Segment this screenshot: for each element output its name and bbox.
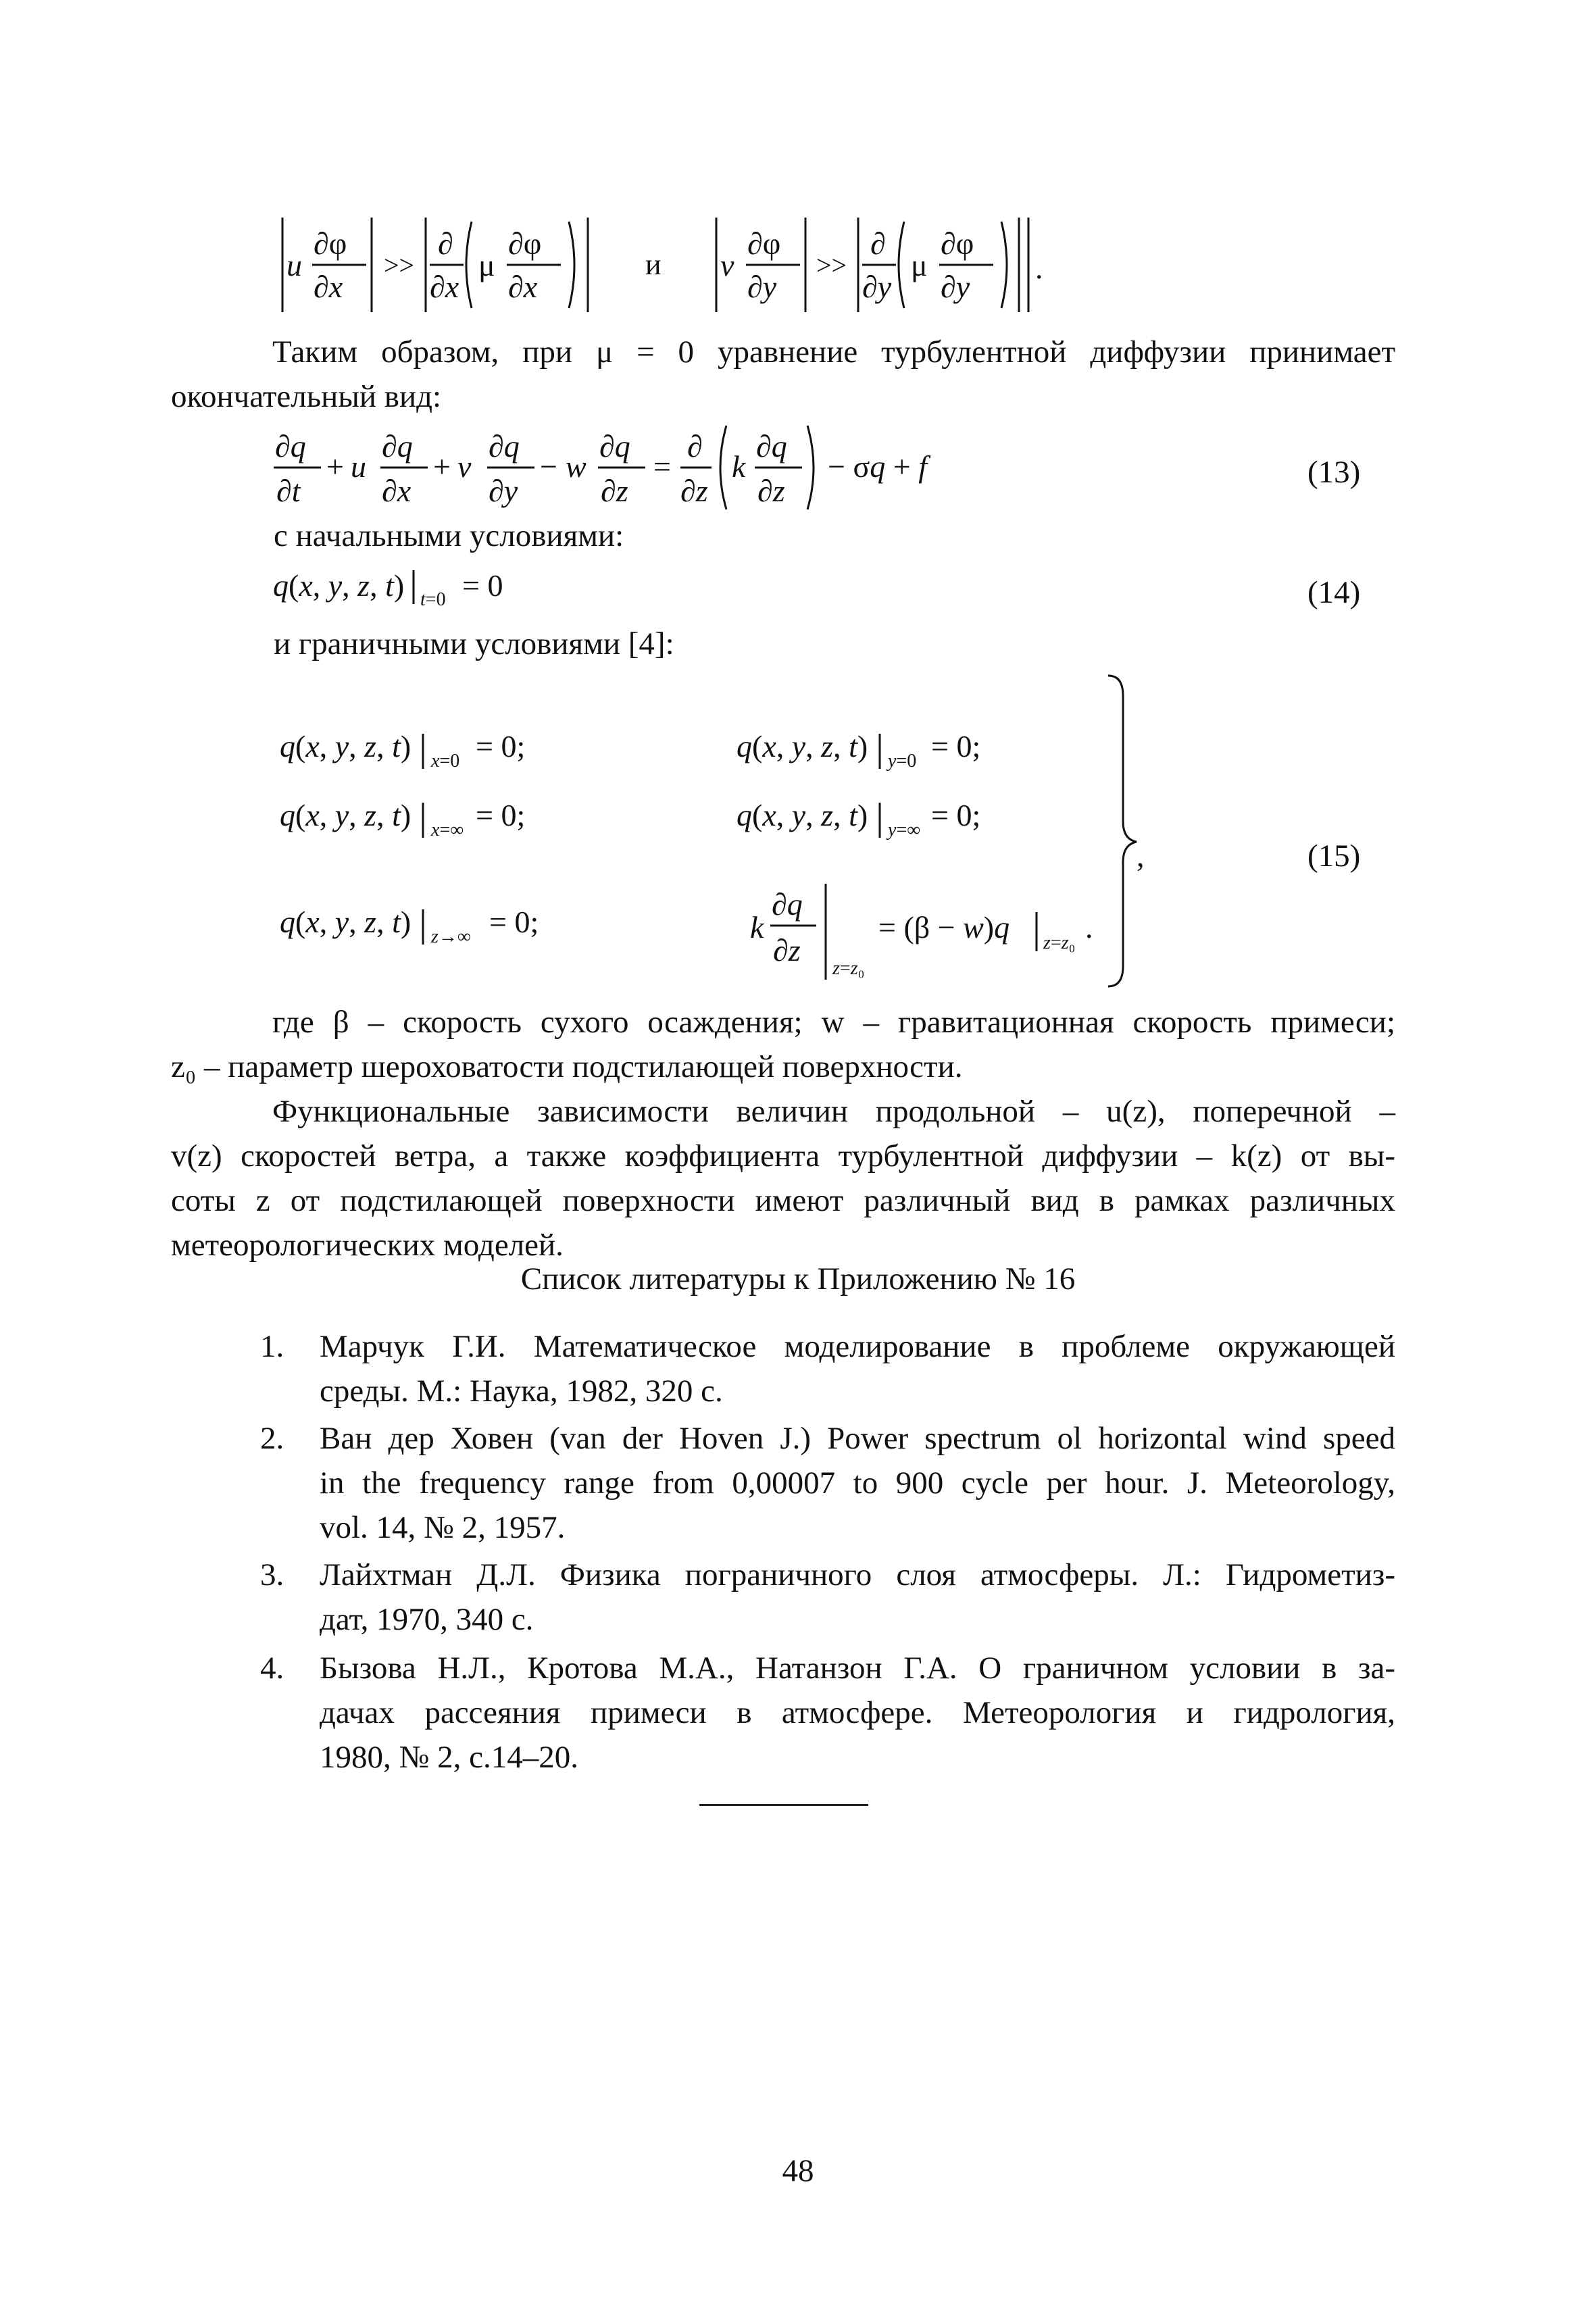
reference-line: среды. М.: Наука, 1982, 320 с. bbox=[320, 1374, 723, 1409]
svg-text:∂q: ∂q bbox=[275, 429, 306, 463]
svg-text:∂x: ∂x bbox=[508, 270, 538, 304]
equation-13-number: (13) bbox=[1307, 455, 1361, 490]
reference-item-1 bbox=[260, 1324, 1395, 1413]
para3-line-2: v(z) скоростей ветра, а также коэффициента турбулентной диффузии – k(z) от вы- bbox=[171, 1138, 1395, 1174]
initial-conditions-label: с начальными условиями: bbox=[274, 518, 624, 553]
svg-text:q(x, y, z, t): q(x, y, z, t) bbox=[280, 798, 412, 832]
para1-line2: окончательный вид: bbox=[171, 379, 442, 414]
svg-text:∂φ: ∂φ bbox=[314, 226, 347, 261]
mu-equals-zero: μ = 0 bbox=[595, 334, 695, 370]
svg-text:z=z₀: z=z₀ bbox=[1043, 932, 1076, 953]
svg-text:= 0: = 0 bbox=[462, 568, 503, 603]
svg-text:y=0: y=0 bbox=[888, 751, 917, 772]
svg-text:u: u bbox=[286, 248, 302, 282]
svg-text:∂q: ∂q bbox=[489, 429, 520, 463]
para2-line-1: где β – скорость сухого осаждения; w – гравитационная скорость примеси; bbox=[272, 1005, 1395, 1040]
svg-text:∂φ: ∂φ bbox=[508, 226, 542, 261]
svg-text:= 0;: = 0; bbox=[489, 905, 539, 939]
reference-line: Бызова Н.Л., Кротова М.А., Натанзон Г.А. О граничном условии в за- bbox=[320, 1651, 1395, 1686]
reference-number: 2. bbox=[260, 1421, 284, 1456]
reference-line: Марчук Г.И. Математическое моделирование в проблеме окружающей bbox=[320, 1329, 1395, 1364]
para3-line-4: метеорологических моделей. bbox=[171, 1228, 564, 1263]
reference-line: дат, 1970, 340 с. bbox=[320, 1602, 534, 1637]
svg-text:∂φ: ∂φ bbox=[941, 226, 974, 261]
svg-text:v: v bbox=[457, 449, 472, 484]
references-title: Список литературы к Приложению № 16 bbox=[520, 1261, 1076, 1297]
svg-text:.: . bbox=[1035, 251, 1043, 285]
equation-15-number: (15) bbox=[1307, 838, 1361, 874]
svg-text:w: w bbox=[566, 449, 587, 484]
reference-number: 4. bbox=[260, 1651, 284, 1686]
svg-text:u: u bbox=[351, 449, 366, 484]
svg-text:q(x, y, z, t): q(x, y, z, t) bbox=[280, 729, 412, 763]
svg-text:∂q: ∂q bbox=[756, 429, 787, 463]
svg-text:.: . bbox=[1085, 910, 1093, 945]
paragraph-functional-dependencies bbox=[171, 1089, 1395, 1267]
svg-text:∂: ∂ bbox=[438, 226, 453, 261]
svg-text:∂z: ∂z bbox=[680, 474, 708, 508]
svg-text:= 0;: = 0; bbox=[476, 729, 526, 763]
svg-text:=: = bbox=[653, 449, 671, 484]
para3-line-3: соты z от подстилающей поверхности имеют различный вид в рамках различных bbox=[171, 1183, 1395, 1218]
svg-text:∂: ∂ bbox=[870, 226, 886, 261]
svg-text:∂: ∂ bbox=[687, 429, 703, 463]
reference-item-3 bbox=[260, 1553, 1395, 1642]
svg-text:= (β − w)q: = (β − w)q bbox=[878, 910, 1010, 945]
reference-line: in the frequency range from 0,00007 to 900 cycle per hour. J. Meteorology, bbox=[320, 1465, 1395, 1501]
svg-text:q(x, y, z, t): q(x, y, z, t) bbox=[737, 798, 868, 832]
svg-text:y=∞: y=∞ bbox=[888, 820, 921, 840]
svg-text:−: − bbox=[540, 449, 557, 484]
svg-text:∂x: ∂x bbox=[314, 270, 343, 304]
reference-number: 3. bbox=[260, 1557, 284, 1592]
equation-15 bbox=[270, 669, 1162, 993]
equation-13 bbox=[267, 419, 1010, 520]
svg-text:∂y: ∂y bbox=[747, 270, 777, 304]
reference-item-4 bbox=[260, 1646, 1395, 1780]
svg-text:∂y: ∂y bbox=[941, 270, 970, 304]
reference-line: Ван дер Ховен (van der Hoven J.) Power spectrum ol horizontal wind speed bbox=[320, 1421, 1395, 1456]
svg-text:∂x: ∂x bbox=[382, 474, 412, 508]
svg-text:q(x, y, z, t): q(x, y, z, t) bbox=[280, 905, 412, 939]
reference-line: vol. 14, № 2, 1957. bbox=[320, 1510, 566, 1545]
svg-text:= 0;: = 0; bbox=[931, 798, 981, 832]
svg-text:∂q: ∂q bbox=[599, 429, 630, 463]
equation-14-number: (14) bbox=[1307, 575, 1361, 610]
conjunction-and: и bbox=[645, 248, 662, 281]
formula-inequality bbox=[270, 203, 1068, 324]
svg-text:>>: >> bbox=[384, 250, 415, 280]
svg-text:z→∞: z→∞ bbox=[431, 926, 471, 947]
svg-text:μ: μ bbox=[478, 248, 495, 282]
paragraph-intro bbox=[171, 330, 1395, 419]
svg-text:= 0;: = 0; bbox=[931, 729, 981, 763]
svg-text:+: + bbox=[433, 449, 451, 484]
svg-text:= 0;: = 0; bbox=[476, 798, 526, 832]
svg-text:x=0: x=0 bbox=[431, 751, 460, 772]
svg-text:∂q: ∂q bbox=[382, 429, 413, 463]
svg-text:t=0: t=0 bbox=[420, 589, 446, 610]
svg-text:∂x: ∂x bbox=[430, 270, 459, 304]
svg-text:μ: μ bbox=[911, 248, 928, 282]
svg-text:∂q: ∂q bbox=[772, 887, 803, 922]
svg-text:+: + bbox=[326, 449, 344, 484]
svg-text:∂φ: ∂φ bbox=[747, 226, 781, 261]
svg-text:,: , bbox=[1137, 838, 1145, 873]
svg-text:k: k bbox=[732, 449, 746, 484]
svg-text:∂y: ∂y bbox=[489, 474, 518, 508]
svg-text:− σq + f: − σq + f bbox=[828, 449, 927, 484]
reference-number: 1. bbox=[260, 1329, 284, 1364]
svg-text:x=∞: x=∞ bbox=[431, 820, 464, 840]
svg-text:q(x, y, z, t): q(x, y, z, t) bbox=[737, 729, 868, 763]
reference-line: Лайхтман Д.Л. Физика пограничного слоя атмосферы. Л.: Гидрометиз- bbox=[320, 1557, 1395, 1592]
para1-text-a: Таким образом, при bbox=[272, 334, 572, 370]
equation-14 bbox=[270, 561, 554, 615]
svg-text:>>: >> bbox=[816, 250, 847, 280]
para2-line-2: z₀ – параметр шероховатости подстилающей поверхности. bbox=[171, 1049, 963, 1084]
svg-text:∂z: ∂z bbox=[601, 474, 628, 508]
paragraph-definitions bbox=[171, 1000, 1395, 1089]
svg-text:k: k bbox=[750, 910, 764, 945]
reference-item-2 bbox=[260, 1416, 1395, 1550]
svg-text:∂t: ∂t bbox=[276, 474, 301, 508]
svg-text:z=z₀: z=z₀ bbox=[832, 958, 865, 979]
end-divider bbox=[699, 1804, 868, 1806]
svg-text:∂y: ∂y bbox=[862, 270, 892, 304]
svg-text:q(x, y, z, t): q(x, y, z, t) bbox=[273, 568, 405, 603]
svg-text:v: v bbox=[720, 248, 734, 282]
para3-line-1: Функциональные зависимости величин продольной – u(z), поперечной – bbox=[272, 1094, 1395, 1129]
page-number: 48 bbox=[782, 2153, 814, 2188]
reference-line: 1980, № 2, с.14–20. bbox=[320, 1740, 578, 1775]
svg-text:∂z: ∂z bbox=[757, 474, 785, 508]
svg-text:∂z: ∂z bbox=[773, 933, 801, 967]
boundary-conditions-label: и граничными условиями [4]: bbox=[274, 626, 674, 661]
reference-line: дачах рассеяния примеси в атмосфере. Метеорология и гидрология, bbox=[320, 1695, 1395, 1730]
para1-text-b: уравнение турбулентной диффузии принимает bbox=[717, 334, 1396, 370]
